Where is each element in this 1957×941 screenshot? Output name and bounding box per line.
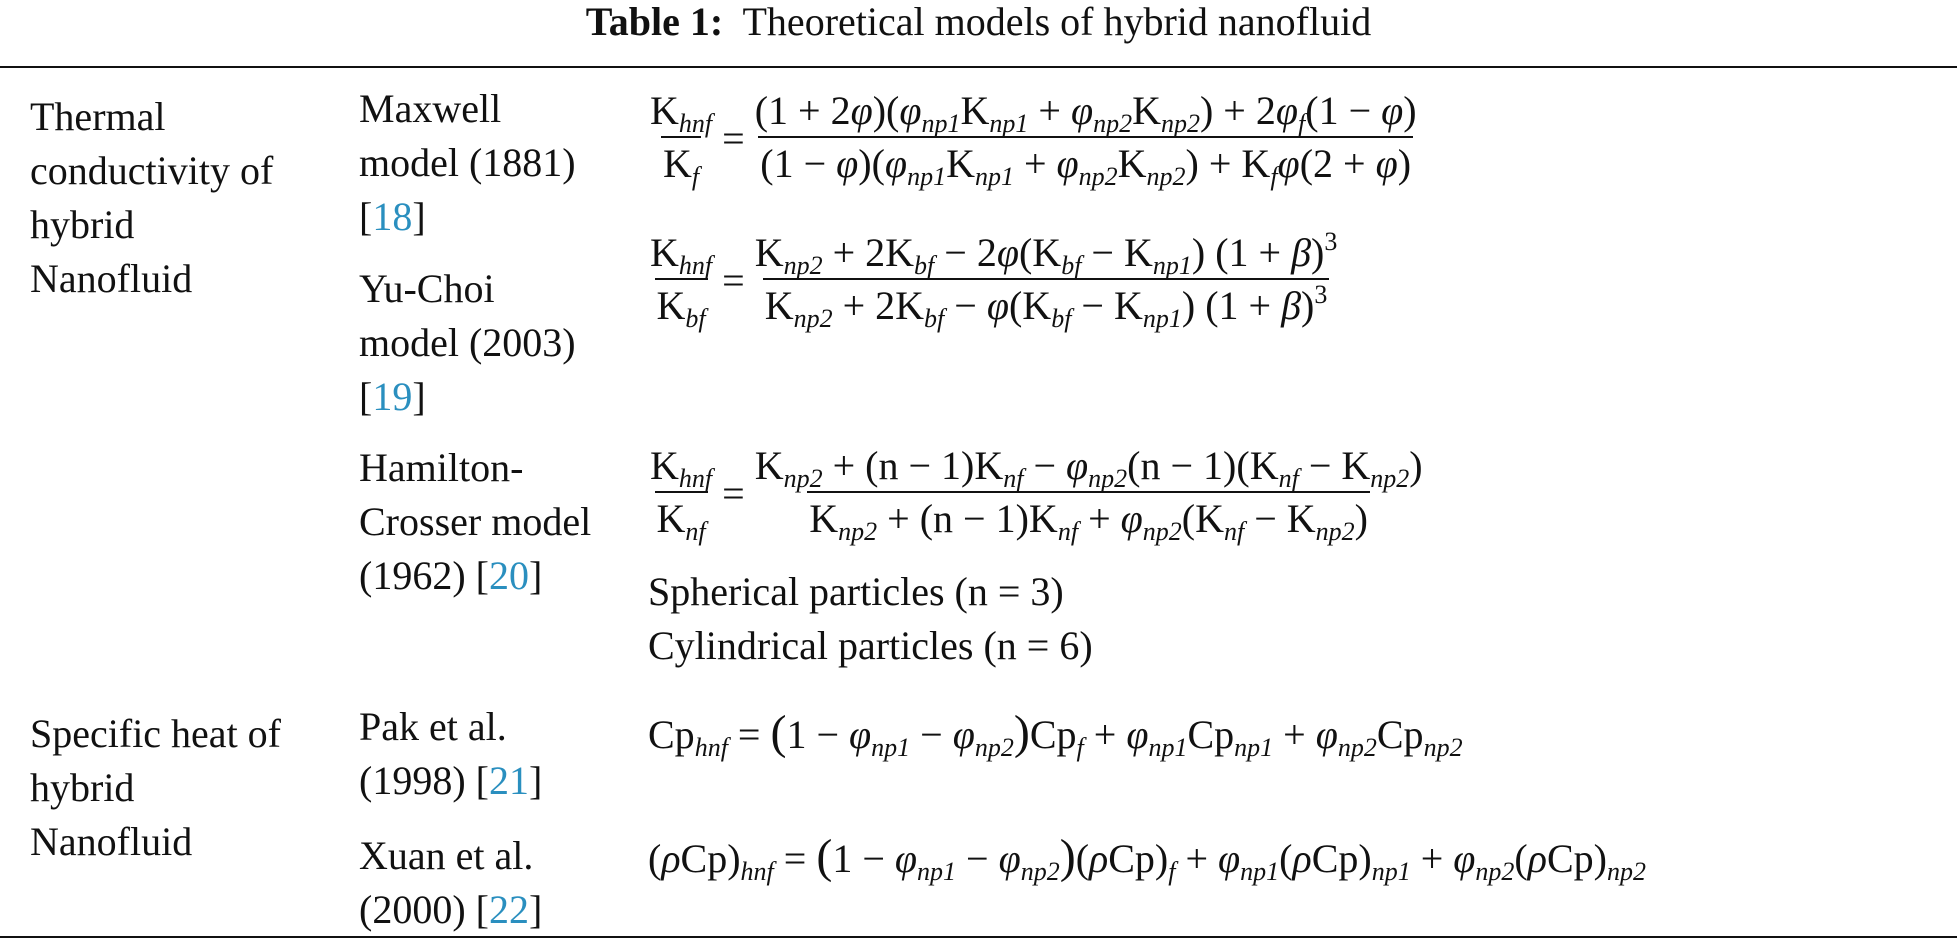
- table-title-prefix: Table 1:: [585, 0, 724, 44]
- citation-link[interactable]: 19: [372, 374, 413, 419]
- citation-link[interactable]: 20: [488, 553, 529, 598]
- citation-link[interactable]: 22: [488, 887, 529, 932]
- model-yu-choi: Yu-Choi model (2003) [19]: [359, 266, 576, 419]
- note-spherical: Spherical particles (n = 3): [648, 569, 1064, 614]
- table-title: [0, 2, 1957, 42]
- bottom-rule: [0, 936, 1957, 938]
- model-pak: Pak et al. (1998) [21]: [359, 704, 543, 803]
- citation-link[interactable]: 18: [372, 194, 413, 239]
- model-xuan: Xuan et al. (2000) [22]: [359, 833, 543, 932]
- citation-link[interactable]: 21: [488, 758, 529, 803]
- equation-maxwell: $\frac{K_{hnf}}{K_f}$ = $\frac{(1 + 2\varphi)(\varphi_{np1}K_{np1} + \varphi_{np2}K_{np2}) + 2\varphi_f(1 - \varphi)}{(1 - \varphi)(\varphi_{np1}K_{np1} + \varphi_{np2}K_{np2}) + K_f\varphi(2 + \varphi)}$: [650, 88, 1417, 191]
- equation-yu-choi: $\frac{K_{hnf}}{K_{bf}}$ = $\frac{K_{np2} + 2K_{bf} - 2\varphi(K_{bf} - K_{np1}) (1 + \beta)^3}{K_{np2} + 2K_{bf} - \varphi(K_{bf} - K_{np1}) (1 + \beta)^3}$: [650, 227, 1338, 333]
- note-cylindrical: Cylindrical particles (n = 6): [648, 623, 1093, 668]
- property-specific-heat: Specific heat of hybrid Nanofluid: [30, 711, 281, 864]
- model-maxwell: Maxwell model (1881) [18]: [359, 86, 576, 239]
- table-title-text: Theoretical models of hybrid nanofluid: [742, 0, 1372, 44]
- equation-xuan: $(\rho Cp)_{hnf} = (1 - \varphi_{np1} - \varphi_{np2})(\rho Cp)_f + \varphi_{np1}(\rho Cp)_{np1} + \varphi_{np2}(\rho Cp)_{np2}$: [648, 830, 1646, 886]
- equation-pak: $Cp_{hnf} = (1 - \varphi_{np1} - \varphi_{np2})Cp_f + \varphi_{np1}Cp_{np1} + \varphi_{np2}Cp_{np2}$: [648, 706, 1463, 762]
- top-rule: [0, 66, 1957, 68]
- property-thermal-conductivity: Thermal conductivity of hybrid Nanofluid: [30, 94, 274, 301]
- model-hamilton-crosser: Hamilton- Crosser model (1962) [20]: [359, 445, 592, 598]
- equation-hamilton-crosser: $\frac{K_{hnf}}{K_{nf}}$ = $\frac{K_{np2} + (n - 1)K_{nf} - \varphi_{np2}(n - 1)(K_{nf} - K_{np2})}{K_{np2} + (n - 1)K_{nf} + \varphi_{np2}(K_{nf} - K_{np2})}$: [650, 443, 1423, 546]
